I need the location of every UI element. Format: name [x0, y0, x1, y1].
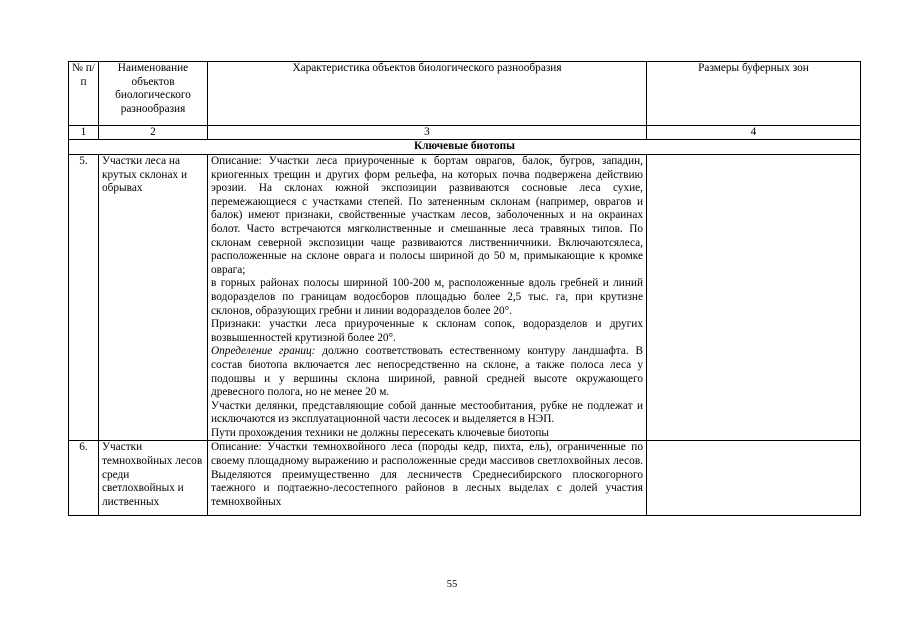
description-text: Участки леса приуроченные к бортам оврагов, балок, бугров, западин, криогенных трещин и других форм рельефа, на которых почва подвержена действию эрозии. На склонах южной экспозиции развиваются сосновые леса сухие, перемежающиеся с участками степей. По затененным склонам (например, оврагов и балок) имеют признаки, свойственные участкам лесов, заболоченных и на окраинах болот. Часто встречаются мягколиственные и смешанные леса травяных типов. По склонам северной экспозиции чаще развиваются лиственничники. Включаютсялеса, расположенные на склоне оврага и полосы шириной до 50 м, примыкающие к кромке оврага; — [211, 155, 643, 276]
table-row — [69, 155, 861, 441]
object-name — [99, 441, 208, 516]
description-paragraph: Пути прохождения техники не должны пересекать ключевые биотопы — [211, 426, 549, 439]
table-row — [69, 441, 861, 516]
object-name: Участки леса на крутых склонах и обрывах — [99, 155, 208, 441]
object-description — [208, 441, 647, 516]
column-numbers-row — [69, 126, 861, 140]
description-paragraph — [211, 441, 643, 509]
document-table — [68, 61, 861, 516]
column-number: 1 — [69, 126, 99, 140]
header-number: № п/п — [69, 62, 99, 126]
row-number: 5. — [69, 155, 99, 441]
description-label: Описание: — [211, 441, 262, 454]
description-paragraph — [211, 155, 643, 277]
header-buffer-zones: Размеры буферных зон — [647, 62, 861, 126]
description-paragraph: Признаки: участки леса приуроченные к склонам сопок, водоразделов и других возвышенностей крутизной более 20°. — [211, 318, 643, 344]
description-text: должно соответствовать естественному контуру ландшафта. В состав биотопа включается лес непосредственно на склоне, а также полоса леса у подошвы и у вершины склона шириной, равной средней высоте окружающего древесного полога, но не менее 20 м. — [211, 345, 644, 399]
description-label: Описание: — [211, 155, 262, 167]
buffer-zone-size — [647, 155, 861, 441]
section-row — [69, 140, 861, 155]
page-number: 55 — [446, 579, 458, 590]
buffer-zone-size — [647, 441, 861, 516]
column-number: 2 — [99, 126, 208, 140]
description-clip — [211, 441, 643, 515]
header-characteristic: Характеристика объектов биологического разнообразия — [208, 62, 647, 126]
object-name-text: Участки темнохвойных лесов среди светлохвойных и лиственных — [102, 441, 203, 508]
table-header-row — [69, 62, 861, 126]
description-text: Участки темнохвойного леса (породы кедр, пихта, ель), ограниченные по своему площадному выражению и расположенные среди массивов светлохвойных лесов. Выделяются преимущественно для лесничеств Среднесибирского плоскогорного таежного и подтаежно-лесостепного районов в лесных выделах с долей участия темнохвойных — [211, 441, 643, 508]
boundary-definition-label: Определение границ: — [211, 345, 316, 358]
object-description — [208, 155, 647, 441]
row-number: 6. — [69, 441, 99, 516]
header-object-name: Наименование объектов биологического разнообразия — [99, 62, 208, 126]
description-paragraph: Участки делянки, представляющие собой данные местообитания, рубке не подлежат и исключаются из эксплуатационной части лесосек и выделяется в НЭП. — [211, 399, 643, 426]
column-number: 4 — [647, 126, 861, 140]
section-title: Ключевые биотопы — [69, 140, 861, 155]
column-number: 3 — [208, 126, 647, 140]
description-paragraph — [211, 345, 643, 399]
description-paragraph: в горных районах полосы шириной 100-200 м, расположенные вдоль гребней и линий водоразделов по границам водосборов площадью более 2,5 тыс. га, при крутизне склонов, образующих гребни и линии водоразделов более 20°. — [211, 277, 643, 317]
